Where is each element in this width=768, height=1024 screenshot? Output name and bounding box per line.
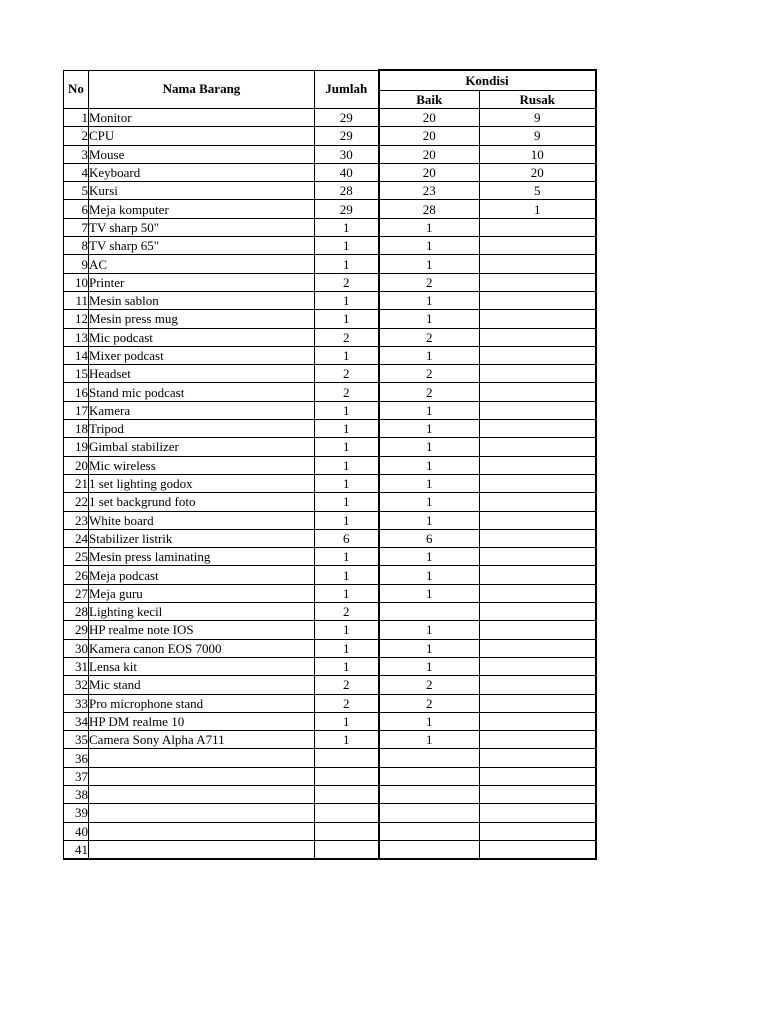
cell-nama-barang: Tripod (89, 420, 315, 438)
cell-baik: 28 (379, 200, 480, 218)
cell-jumlah: 1 (315, 657, 379, 675)
cell-no: 13 (64, 328, 89, 346)
cell-jumlah (315, 840, 379, 859)
header-nama-barang: Nama Barang (89, 70, 315, 109)
cell-jumlah: 2 (315, 694, 379, 712)
cell-nama-barang: Pro microphone stand (89, 694, 315, 712)
cell-nama-barang: Lensa kit (89, 657, 315, 675)
table-row (64, 237, 596, 255)
cell-jumlah: 1 (315, 291, 379, 309)
table-row (64, 127, 596, 145)
cell-jumlah: 1 (315, 237, 379, 255)
cell-nama-barang: Mouse (89, 145, 315, 163)
cell-baik: 1 (379, 291, 480, 309)
cell-no: 26 (64, 566, 89, 584)
cell-nama-barang: Mic stand (89, 676, 315, 694)
table-row (64, 712, 596, 730)
cell-jumlah: 2 (315, 365, 379, 383)
cell-rusak (480, 840, 596, 859)
cell-nama-barang: 1 set lighting godox (89, 474, 315, 492)
cell-baik: 1 (379, 218, 480, 236)
cell-rusak (480, 639, 596, 657)
cell-no: 5 (64, 182, 89, 200)
cell-no: 19 (64, 438, 89, 456)
cell-jumlah: 1 (315, 456, 379, 474)
cell-baik: 6 (379, 529, 480, 547)
cell-baik: 1 (379, 657, 480, 675)
cell-baik (379, 840, 480, 859)
cell-jumlah: 40 (315, 163, 379, 181)
cell-baik: 1 (379, 493, 480, 511)
table-row (64, 346, 596, 364)
cell-jumlah (315, 785, 379, 803)
cell-rusak (480, 383, 596, 401)
cell-jumlah: 1 (315, 712, 379, 730)
table-row (64, 163, 596, 181)
cell-no: 22 (64, 493, 89, 511)
cell-jumlah: 2 (315, 273, 379, 291)
table-row (64, 109, 596, 127)
table-row (64, 401, 596, 419)
cell-baik: 1 (379, 401, 480, 419)
cell-jumlah: 1 (315, 639, 379, 657)
cell-rusak (480, 785, 596, 803)
cell-jumlah: 2 (315, 328, 379, 346)
cell-nama-barang: Meja podcast (89, 566, 315, 584)
cell-jumlah: 2 (315, 603, 379, 621)
cell-no: 34 (64, 712, 89, 730)
cell-nama-barang: TV sharp 65" (89, 237, 315, 255)
cell-rusak (480, 438, 596, 456)
cell-rusak (480, 822, 596, 840)
cell-rusak (480, 255, 596, 273)
cell-no: 18 (64, 420, 89, 438)
cell-baik: 2 (379, 383, 480, 401)
cell-no: 28 (64, 603, 89, 621)
cell-rusak: 9 (480, 127, 596, 145)
cell-no: 25 (64, 548, 89, 566)
cell-no: 16 (64, 383, 89, 401)
cell-no: 29 (64, 621, 89, 639)
table-row (64, 749, 596, 767)
cell-nama-barang: Mesin press laminating (89, 548, 315, 566)
table-row (64, 145, 596, 163)
cell-baik: 20 (379, 109, 480, 127)
cell-no: 7 (64, 218, 89, 236)
cell-rusak (480, 456, 596, 474)
cell-nama-barang (89, 804, 315, 822)
cell-nama-barang: Monitor (89, 109, 315, 127)
cell-rusak (480, 767, 596, 785)
cell-nama-barang: TV sharp 50" (89, 218, 315, 236)
cell-baik (379, 603, 480, 621)
cell-nama-barang: Camera Sony Alpha A711 (89, 731, 315, 749)
table-row (64, 785, 596, 803)
cell-nama-barang: Mesin sablon (89, 291, 315, 309)
cell-nama-barang: Mic podcast (89, 328, 315, 346)
table-row (64, 383, 596, 401)
cell-no: 17 (64, 401, 89, 419)
cell-baik: 20 (379, 163, 480, 181)
cell-rusak (480, 621, 596, 639)
cell-no: 20 (64, 456, 89, 474)
cell-jumlah: 6 (315, 529, 379, 547)
cell-jumlah: 1 (315, 731, 379, 749)
cell-rusak: 9 (480, 109, 596, 127)
cell-nama-barang: HP realme note IOS (89, 621, 315, 639)
cell-no: 14 (64, 346, 89, 364)
cell-nama-barang: Headset (89, 365, 315, 383)
cell-jumlah: 1 (315, 346, 379, 364)
cell-jumlah: 1 (315, 420, 379, 438)
cell-jumlah: 1 (315, 584, 379, 602)
cell-no: 11 (64, 291, 89, 309)
cell-no: 12 (64, 310, 89, 328)
cell-nama-barang: AC (89, 255, 315, 273)
cell-jumlah: 29 (315, 109, 379, 127)
cell-jumlah (315, 767, 379, 785)
cell-baik (379, 785, 480, 803)
cell-no: 15 (64, 365, 89, 383)
cell-no: 24 (64, 529, 89, 547)
cell-rusak (480, 657, 596, 675)
cell-nama-barang: Kamera canon EOS 7000 (89, 639, 315, 657)
cell-nama-barang: White board (89, 511, 315, 529)
cell-nama-barang: CPU (89, 127, 315, 145)
cell-no: 3 (64, 145, 89, 163)
cell-baik: 1 (379, 310, 480, 328)
cell-rusak (480, 676, 596, 694)
cell-jumlah: 1 (315, 566, 379, 584)
cell-jumlah (315, 822, 379, 840)
table-row (64, 511, 596, 529)
table-row (64, 200, 596, 218)
cell-no: 9 (64, 255, 89, 273)
cell-no: 37 (64, 767, 89, 785)
table-row (64, 474, 596, 492)
table-row (64, 493, 596, 511)
cell-baik: 1 (379, 420, 480, 438)
cell-rusak (480, 237, 596, 255)
cell-rusak: 5 (480, 182, 596, 200)
table-row (64, 840, 596, 859)
cell-baik: 1 (379, 237, 480, 255)
cell-rusak (480, 603, 596, 621)
table-body (64, 109, 596, 860)
cell-rusak (480, 218, 596, 236)
cell-nama-barang: Mesin press mug (89, 310, 315, 328)
cell-baik: 1 (379, 346, 480, 364)
cell-baik: 1 (379, 474, 480, 492)
cell-no: 23 (64, 511, 89, 529)
cell-baik (379, 767, 480, 785)
cell-no: 2 (64, 127, 89, 145)
cell-jumlah: 29 (315, 200, 379, 218)
cell-no: 36 (64, 749, 89, 767)
cell-rusak (480, 401, 596, 419)
header-no: No (64, 70, 89, 109)
cell-rusak (480, 273, 596, 291)
cell-rusak (480, 529, 596, 547)
cell-nama-barang: Meja guru (89, 584, 315, 602)
cell-rusak (480, 328, 596, 346)
cell-no: 32 (64, 676, 89, 694)
cell-rusak (480, 749, 596, 767)
cell-jumlah: 30 (315, 145, 379, 163)
table-row (64, 731, 596, 749)
table-row (64, 182, 596, 200)
cell-no: 27 (64, 584, 89, 602)
table-row (64, 310, 596, 328)
table-row (64, 420, 596, 438)
cell-jumlah: 29 (315, 127, 379, 145)
inventory-table (63, 69, 597, 860)
cell-baik: 2 (379, 694, 480, 712)
cell-nama-barang (89, 785, 315, 803)
cell-nama-barang: Stand mic podcast (89, 383, 315, 401)
cell-baik: 2 (379, 365, 480, 383)
cell-baik (379, 822, 480, 840)
cell-baik: 1 (379, 456, 480, 474)
cell-baik: 2 (379, 676, 480, 694)
table-row (64, 566, 596, 584)
cell-no: 39 (64, 804, 89, 822)
cell-rusak (480, 731, 596, 749)
cell-baik: 20 (379, 145, 480, 163)
header-jumlah: Jumlah (315, 70, 379, 109)
cell-no: 10 (64, 273, 89, 291)
cell-jumlah: 28 (315, 182, 379, 200)
table-row (64, 676, 596, 694)
cell-jumlah: 1 (315, 310, 379, 328)
table-row (64, 548, 596, 566)
table-row (64, 822, 596, 840)
cell-jumlah: 1 (315, 401, 379, 419)
table-row (64, 438, 596, 456)
cell-nama-barang (89, 767, 315, 785)
cell-rusak: 10 (480, 145, 596, 163)
cell-jumlah: 1 (315, 218, 379, 236)
cell-baik (379, 749, 480, 767)
cell-rusak (480, 712, 596, 730)
table-row (64, 365, 596, 383)
cell-no: 40 (64, 822, 89, 840)
cell-no: 8 (64, 237, 89, 255)
cell-jumlah: 2 (315, 383, 379, 401)
cell-nama-barang: Keyboard (89, 163, 315, 181)
table-row (64, 291, 596, 309)
cell-baik (379, 804, 480, 822)
cell-rusak (480, 566, 596, 584)
table-row (64, 603, 596, 621)
cell-baik: 1 (379, 639, 480, 657)
table-row (64, 767, 596, 785)
cell-nama-barang: Stabilizer listrik (89, 529, 315, 547)
cell-baik: 1 (379, 255, 480, 273)
cell-jumlah (315, 804, 379, 822)
cell-no: 33 (64, 694, 89, 712)
cell-nama-barang: Kamera (89, 401, 315, 419)
cell-rusak (480, 474, 596, 492)
cell-baik: 20 (379, 127, 480, 145)
table-row (64, 328, 596, 346)
cell-nama-barang: Printer (89, 273, 315, 291)
table-row (64, 694, 596, 712)
cell-nama-barang: Mixer podcast (89, 346, 315, 364)
cell-rusak (480, 365, 596, 383)
cell-jumlah: 1 (315, 621, 379, 639)
cell-jumlah: 1 (315, 548, 379, 566)
table-row (64, 255, 596, 273)
cell-baik: 1 (379, 731, 480, 749)
cell-nama-barang (89, 749, 315, 767)
cell-baik: 2 (379, 273, 480, 291)
cell-no: 35 (64, 731, 89, 749)
table-row (64, 639, 596, 657)
cell-no: 21 (64, 474, 89, 492)
cell-jumlah: 1 (315, 511, 379, 529)
cell-nama-barang (89, 840, 315, 859)
cell-nama-barang (89, 822, 315, 840)
table-row (64, 621, 596, 639)
cell-baik: 1 (379, 548, 480, 566)
cell-nama-barang: Meja komputer (89, 200, 315, 218)
cell-baik: 1 (379, 438, 480, 456)
cell-rusak (480, 511, 596, 529)
cell-rusak: 1 (480, 200, 596, 218)
cell-rusak (480, 346, 596, 364)
cell-rusak (480, 291, 596, 309)
cell-no: 41 (64, 840, 89, 859)
cell-baik: 1 (379, 511, 480, 529)
cell-baik: 1 (379, 712, 480, 730)
cell-jumlah: 1 (315, 474, 379, 492)
cell-nama-barang: Gimbal stabilizer (89, 438, 315, 456)
cell-nama-barang: HP DM realme 10 (89, 712, 315, 730)
table-row (64, 584, 596, 602)
cell-nama-barang: Lighting kecil (89, 603, 315, 621)
cell-no: 30 (64, 639, 89, 657)
table-row (64, 529, 596, 547)
cell-no: 31 (64, 657, 89, 675)
cell-nama-barang: 1 set backgrund foto (89, 493, 315, 511)
header-row-top (64, 70, 596, 91)
cell-jumlah: 1 (315, 493, 379, 511)
cell-baik: 2 (379, 328, 480, 346)
cell-baik: 1 (379, 566, 480, 584)
cell-jumlah: 1 (315, 438, 379, 456)
cell-jumlah (315, 749, 379, 767)
cell-nama-barang: Mic wireless (89, 456, 315, 474)
cell-rusak (480, 420, 596, 438)
cell-no: 38 (64, 785, 89, 803)
header-baik: Baik (379, 91, 480, 109)
cell-nama-barang: Kursi (89, 182, 315, 200)
table-row (64, 657, 596, 675)
header-rusak: Rusak (480, 91, 596, 109)
cell-baik: 1 (379, 584, 480, 602)
cell-rusak (480, 310, 596, 328)
cell-baik: 23 (379, 182, 480, 200)
cell-jumlah: 1 (315, 255, 379, 273)
header-kondisi: Kondisi (379, 70, 596, 91)
table-row (64, 218, 596, 236)
table-row (64, 273, 596, 291)
cell-rusak (480, 584, 596, 602)
cell-rusak: 20 (480, 163, 596, 181)
cell-no: 4 (64, 163, 89, 181)
cell-rusak (480, 694, 596, 712)
table-row (64, 456, 596, 474)
cell-no: 1 (64, 109, 89, 127)
cell-rusak (480, 548, 596, 566)
cell-rusak (480, 804, 596, 822)
cell-rusak (480, 493, 596, 511)
table-row (64, 804, 596, 822)
cell-baik: 1 (379, 621, 480, 639)
cell-jumlah: 2 (315, 676, 379, 694)
cell-no: 6 (64, 200, 89, 218)
